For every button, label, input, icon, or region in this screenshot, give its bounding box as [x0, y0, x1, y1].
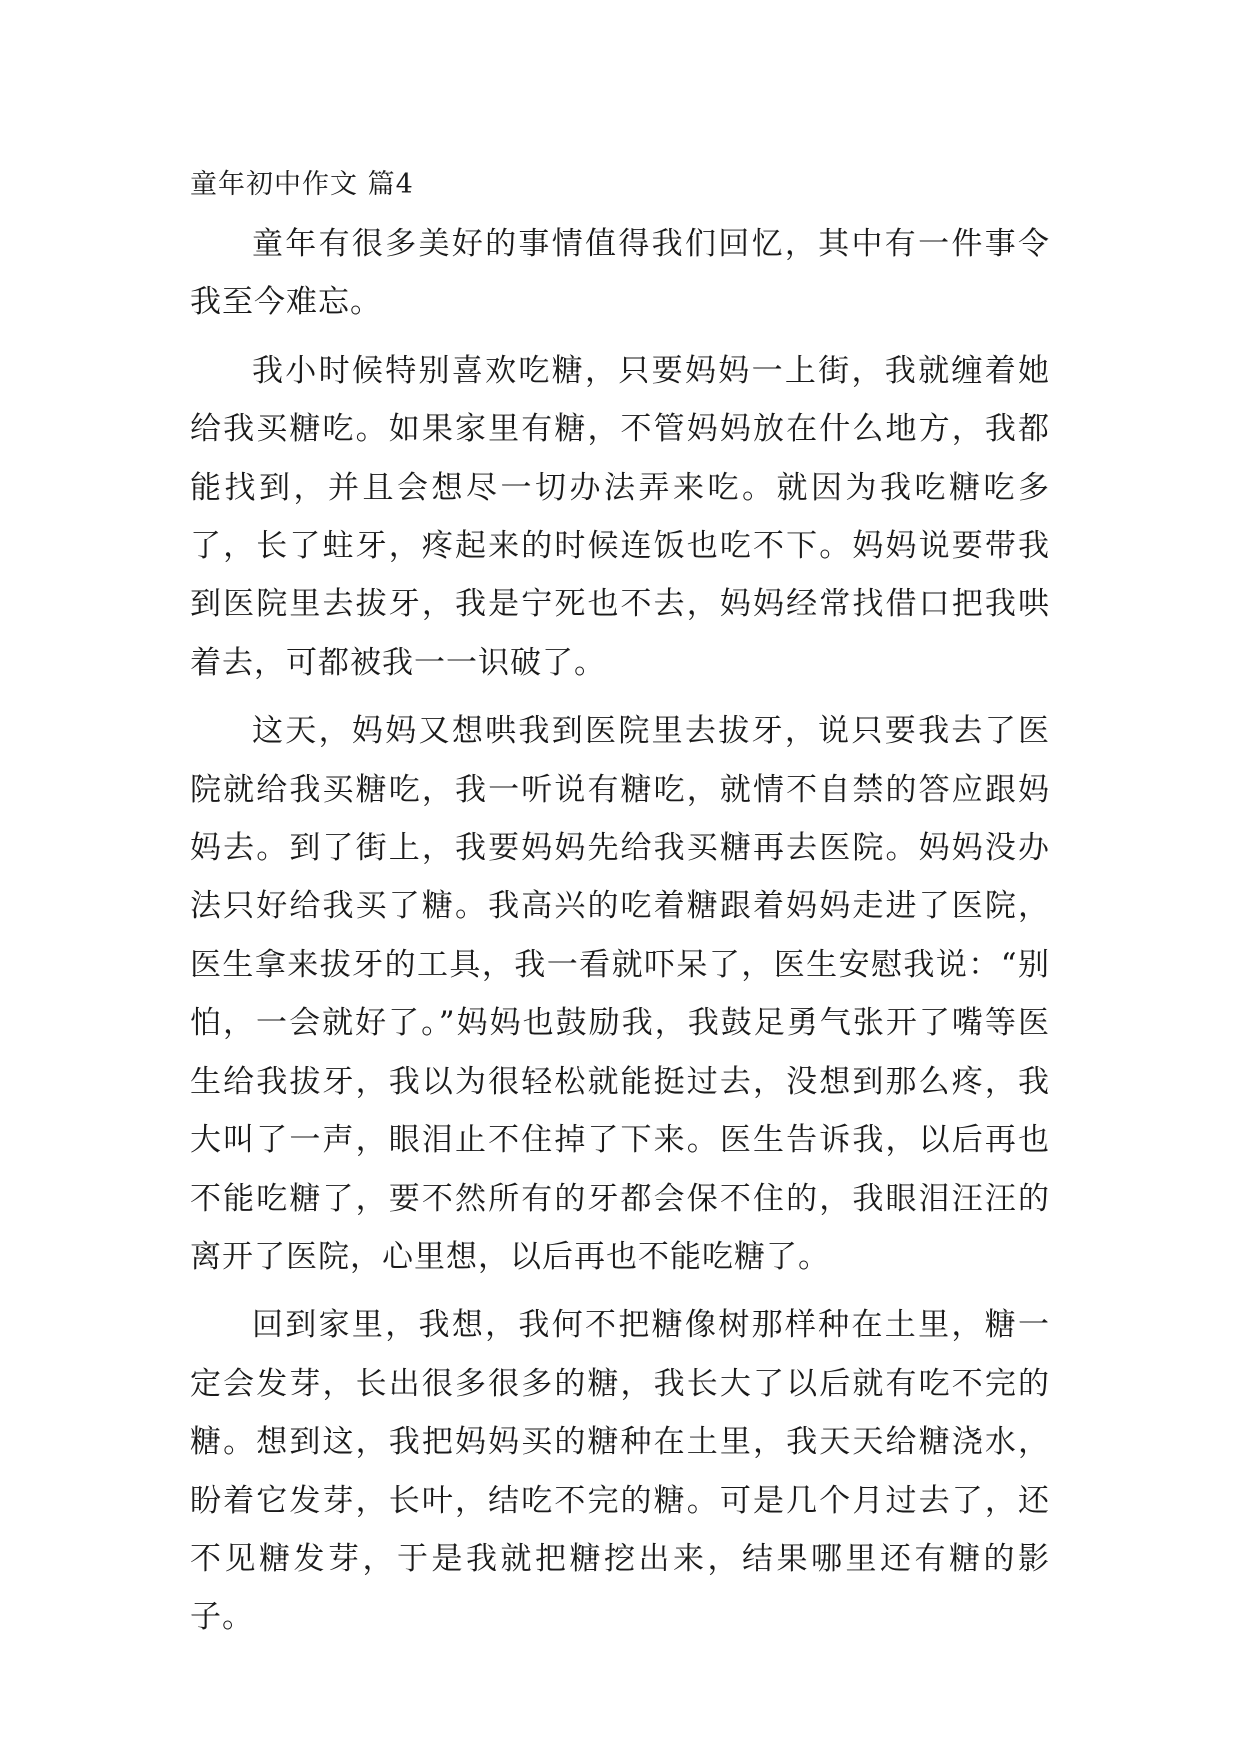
paragraph: 童年有很多美好的事情值得我们回忆，其中有一件事令我至今难忘。	[190, 226, 1050, 321]
document-title: 童年初中作文 篇4	[190, 169, 414, 200]
paragraph: 我小时候特别喜欢吃糖，只要妈妈一上街，我就缠着她给我买糖吃。如果家里有糖，不管妈妈放在什么地方，我都能找到，并且会想尽一切办法弄来吃。就因为我吃糖吃多了，长了蛀牙，疼起来的时候连饭也吃不下。妈妈说要带我到医院里去拔牙，我是宁死也不去，妈妈经常找借口把我哄着去，可都被我一一识破了。	[190, 352, 1050, 681]
paragraph: 这天，妈妈又想哄我到医院里去拔牙，说只要我去了医院就给我买糖吃，我一听说有糖吃，就情不自禁的答应跟妈妈去。到了街上，我要妈妈先给我买糖再去医院。妈妈没办法只好给我买了糖。我高兴的吃着糖跟着妈妈走进了医院，医生拿来拔牙的工具，我一看就吓呆了，医生安慰我说：“别怕，一会就好了。”妈妈也鼓励我，我鼓足勇气张开了嘴等医生给我拔牙，我以为很轻松就能挺过去，没想到那么疼，我大叫了一声，眼泪止不住掉了下来。医生告诉我，以后再也不能吃糖了，要不然所有的牙都会保不住的，我眼泪汪汪的离开了医院，心里想，以后再也不能吃糖了。	[190, 713, 1050, 1275]
paragraph: 回到家里，我想，我何不把糖像树那样种在土里，糖一定会发芽，长出很多很多的糖，我长大了以后就有吃不完的糖。想到这，我把妈妈买的糖种在土里，我天天给糖浇水，盼着它发芽，长叶，结吃不完的糖。可是几个月过去了，还不见糖发芽，于是我就把糖挖出来，结果哪里还有糖的影子。	[190, 1307, 1050, 1636]
document-body	[190, 163, 1050, 1657]
